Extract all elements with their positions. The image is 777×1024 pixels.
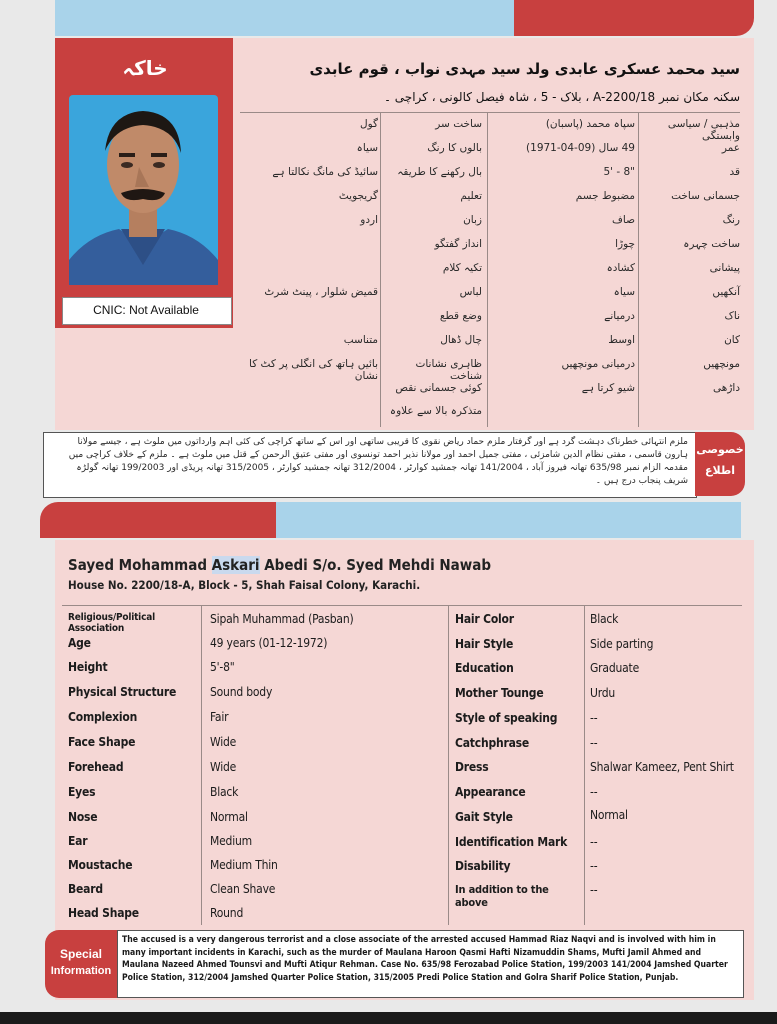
urdu-value: 5' - 8" [603, 166, 635, 178]
english-grid-top [62, 605, 742, 606]
urdu-label: متذکرہ بالا سے علاوہ [389, 405, 482, 417]
field-value: -- [590, 859, 598, 873]
urdu-label: رنگ [722, 214, 740, 226]
urdu-address: سکنہ مکان نمبر A-2200/18 ، بلاک - 5 ، شاہ فیصل کالونی ، کراچی ۔ [383, 90, 740, 104]
urdu-special-label-1: خصوصی [696, 443, 744, 456]
field-label: Face Shape [68, 735, 136, 749]
cnic-status: CNIC: Not Available [93, 303, 199, 317]
field-label: Dress [455, 760, 489, 774]
urdu-label: بال رکھنے کا طریقہ [397, 166, 482, 178]
urdu-row-9 [240, 310, 740, 332]
urdu-label: کان [724, 334, 740, 346]
urdu-label: انداز گفتگو [434, 238, 482, 250]
field-label: Nose [68, 810, 98, 824]
field-value: Normal [590, 808, 628, 822]
field-label: Complexion [68, 710, 138, 724]
field-label: Physical Structure [68, 685, 177, 699]
field-value: Side parting [590, 637, 654, 651]
name-suffix: Abedi S/o. Syed Mehdi Nawab [259, 556, 492, 574]
urdu-label: تعلیم [460, 190, 482, 202]
urdu-label: وضع قطع [439, 310, 482, 322]
name-prefix: Sayed Mohammad [68, 556, 212, 574]
top-red-band [514, 0, 754, 36]
field-label: Ear [68, 834, 88, 848]
urdu-label: آنکھیں [712, 286, 740, 298]
field-label: Beard [68, 882, 103, 896]
urdu-value: سیاہ [356, 142, 378, 154]
field-value: Wide [210, 735, 237, 749]
field-label: Eyes [68, 785, 96, 799]
urdu-label: چال ڈھال [440, 334, 482, 346]
field-value: Black [590, 612, 619, 626]
urdu-value: درمیانے [604, 310, 635, 322]
urdu-special-label-2: اطلاع [705, 464, 735, 477]
urdu-value: کشادہ [606, 262, 635, 274]
urdu-label: ساخت سر [435, 118, 482, 130]
field-label: Appearance [455, 785, 526, 799]
field-value: Normal [210, 810, 248, 824]
field-label: In addition to the above [455, 883, 549, 909]
field-value: Urdu [590, 686, 616, 700]
urdu-value: گول [359, 118, 378, 130]
field-value: Shalwar Kameez, Pent Shirt [590, 760, 734, 774]
field-label: Education [455, 661, 514, 675]
urdu-value: بائیں ہاتھ کی انگلی پر کٹ کا نشان [249, 358, 378, 382]
urdu-value: سائیڈ کی مانگ نکالتا ہے [272, 166, 378, 178]
field-label: Religious/Political Association [68, 612, 155, 634]
urdu-label: عمر [721, 142, 740, 154]
urdu-label: ناک [724, 310, 740, 322]
english-divider [201, 605, 202, 925]
field-label: Mother Tounge [455, 686, 544, 700]
field-value: Medium Thin [210, 858, 278, 872]
field-value: -- [590, 785, 598, 799]
special-info-label-2: Information [50, 965, 112, 977]
urdu-row-4 [240, 190, 740, 212]
field-label: Hair Color [455, 612, 514, 626]
urdu-value: مضبوط جسم [575, 190, 635, 202]
urdu-row-13 [240, 405, 740, 427]
special-info-label-box [45, 930, 117, 998]
urdu-label: ساخت چہرہ [683, 238, 740, 250]
english-name [68, 556, 668, 574]
urdu-row-11 [240, 358, 740, 380]
urdu-label: لباس [459, 286, 482, 298]
urdu-row-3 [240, 166, 740, 188]
english-divider [584, 605, 585, 925]
field-value: -- [590, 736, 598, 750]
urdu-value: سپاہ محمد (پاسبان) [545, 118, 635, 130]
field-label: Style of speaking [455, 711, 558, 725]
field-label: Height [68, 660, 108, 674]
field-value: Fair [210, 710, 229, 724]
urdu-label: مذہبی / سیاسی وابستگی [667, 118, 740, 142]
field-value: 49 years (01-12-1972) [210, 636, 328, 650]
urdu-value: شیو کرتا ہے [581, 382, 635, 394]
urdu-label: ظاہری نشانات شناخت [415, 358, 482, 382]
urdu-label: کوئی جسمانی نقص [395, 382, 482, 394]
sketch-label: خاکہ [122, 56, 168, 80]
urdu-value: اوسط [608, 334, 635, 346]
urdu-label: زبان [463, 214, 482, 226]
field-value: Round [210, 906, 244, 920]
suspect-photo [69, 95, 218, 285]
urdu-value: گریجویٹ [338, 190, 378, 202]
urdu-special-text: ملزم انتہائی خطرناک دہشت گرد ہے اور گرفتار ملزم حماد ریاض نقوی کا قریبی ساتھی اور اس کے ساتھ کراچی کی کئی اہم وارداتوں میں ملوث ہے ، جیسے مولانا ہارون قاسمی ، مفتی نظام الدین شامزئی ، مفتی جمیل احمد اور مولانا نذیر احمد تونسوی اور مفتی عتیق الرحمن کے قتل میں ملوث ہے ۔ ملزم کے خلاف کراچی میں مقدمہ الزام نمبر 635/98 تھانہ فیروز آباد ، 141/2004 تھانہ جمشید کوارٹر ، 312/2004 تھانہ جمشید کوارٹر ، 315/2005 تھانہ پریڈی اور 199/2003 تھانہ گولڑہ شریف پنجاب درج ہیں ۔ [68, 437, 688, 486]
field-value: Clean Shave [210, 882, 276, 896]
field-label: Hair Style [455, 637, 514, 651]
field-label: Gait Style [455, 810, 513, 824]
name-highlight: Askari [211, 556, 260, 574]
urdu-row-8 [240, 286, 740, 308]
urdu-name: سید محمد عسکری عابدی ولد سید مہدی نواب ، قوم عابدی [309, 60, 740, 78]
urdu-value: صاف [612, 214, 635, 226]
field-label: Identification Mark [455, 835, 568, 849]
urdu-label: تکیہ کلام [442, 262, 482, 274]
field-label: Age [68, 636, 91, 650]
urdu-row-10 [240, 334, 740, 356]
urdu-value: درمیانی مونچھیں [561, 358, 635, 370]
urdu-label: جسمانی ساخت [671, 190, 740, 202]
special-info-label-1: Special [59, 947, 103, 961]
urdu-value: اردو [360, 214, 378, 226]
field-label: Head Shape [68, 906, 139, 920]
field-value: Black [210, 785, 239, 799]
urdu-value: سیاہ [613, 286, 635, 298]
urdu-label: مونچھیں [703, 358, 740, 370]
urdu-row-12 [240, 382, 740, 404]
field-value: -- [590, 711, 598, 725]
mid-red-band [40, 502, 276, 538]
field-value: Wide [210, 760, 237, 774]
urdu-row-2 [240, 142, 740, 164]
field-value: -- [590, 883, 598, 897]
urdu-row-1 [240, 118, 740, 140]
bottom-strip [0, 1012, 777, 1024]
urdu-value: 49 سال (09-04-1971) [526, 142, 635, 154]
urdu-label: بالوں کا رنگ [427, 142, 482, 154]
field-label: Forehead [68, 760, 124, 774]
urdu-row-6 [240, 238, 740, 260]
field-value: Sipah Muhammad (Pasban) [210, 612, 354, 626]
urdu-value: چوڑا [615, 238, 635, 250]
urdu-value: قمیض شلوار ، پینٹ شرٹ [264, 286, 378, 298]
field-value: -- [590, 835, 598, 849]
urdu-label: پیشانی [709, 262, 740, 274]
urdu-row-5 [240, 214, 740, 236]
urdu-value: متناسب [343, 334, 378, 346]
urdu-label: داڑھی [713, 382, 740, 394]
field-label: Disability [455, 859, 511, 873]
field-value: Sound body [210, 685, 273, 699]
mid-blue-band [276, 502, 741, 538]
field-value: Graduate [590, 661, 640, 675]
urdu-label: قد [729, 166, 740, 178]
english-divider [448, 605, 449, 925]
special-info-text: The accused is a very dangerous terrorist and a close associate of the arrested accused Hammad Riaz Naqvi and is involved with him in many important incidents in Karachi, such as the murder of Maulana Haroon Qasmi Hafti Nizamuddin Shams, Mufti Jamil Ahmed and Maulana Nazeed Ahmed Tounsvi and Mufti Atiqur Rehman. Case No. 635/98 Ferozabad Police Station, 199/2003 141/2004 Jamshed Quarter Police Station, 312/2004 Jamshed Quarter Police Station, 315/2005 Predi Police Station and Golra Sharif Police Station, Punjab. [122, 935, 728, 983]
field-value: Medium [210, 834, 252, 848]
english-address: House No. 2200/18-A, Block - 5, Shah Faisal Colony, Karachi. [68, 578, 421, 592]
top-blue-band [55, 0, 517, 36]
field-label: Moustache [68, 858, 133, 872]
urdu-row-7 [240, 262, 740, 284]
field-value: 5'-8" [210, 660, 235, 674]
field-label: Catchphrase [455, 736, 530, 750]
